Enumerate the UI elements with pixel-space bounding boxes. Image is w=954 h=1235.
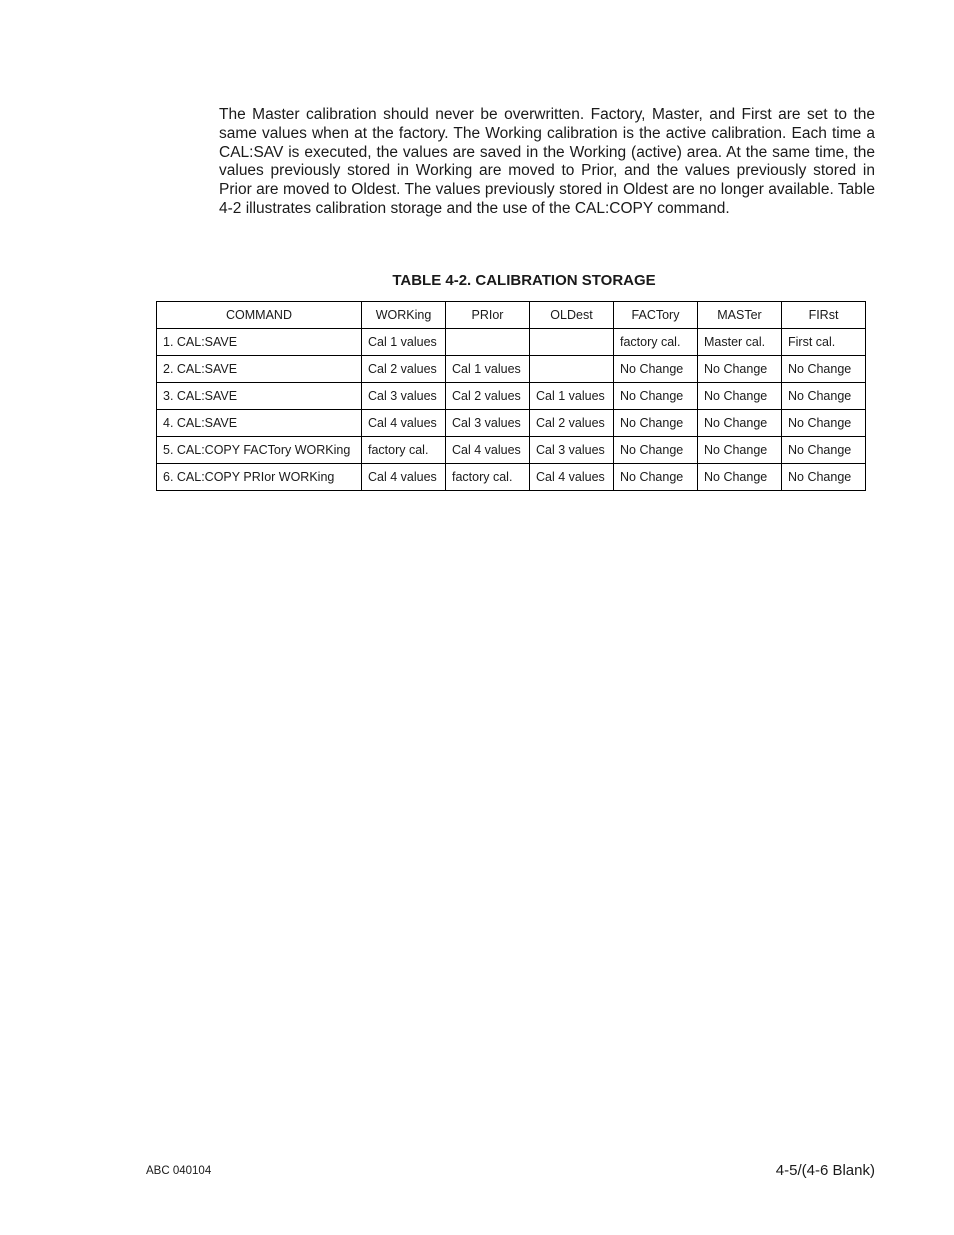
table-cell-oldest (530, 356, 614, 383)
column-header-factory: FACTory (614, 302, 698, 329)
table-cell-master: No Change (698, 464, 782, 491)
table-cell-oldest: Cal 1 values (530, 383, 614, 410)
table-cell-working: Cal 1 values (362, 329, 446, 356)
table-cell-factory: factory cal. (614, 329, 698, 356)
table-cell-oldest: Cal 2 values (530, 410, 614, 437)
table-cell-prior (446, 329, 530, 356)
column-header-master: MASTer (698, 302, 782, 329)
table-cell-first: First cal. (782, 329, 866, 356)
table-cell-master: No Change (698, 383, 782, 410)
table-header-row (157, 302, 866, 329)
table-cell-working: factory cal. (362, 437, 446, 464)
table-cell-first: No Change (782, 464, 866, 491)
table-cell-factory: No Change (614, 356, 698, 383)
table-cell-oldest (530, 329, 614, 356)
table-row (157, 356, 866, 383)
table-cell-prior: Cal 4 values (446, 437, 530, 464)
column-header-prior: PRIor (446, 302, 530, 329)
column-header-command: COMMAND (157, 302, 362, 329)
column-header-oldest: OLDest (530, 302, 614, 329)
table-cell-working: Cal 2 values (362, 356, 446, 383)
table-cell-command: 6. CAL:COPY PRIor WORKing (157, 464, 362, 491)
table-cell-command: 3. CAL:SAVE (157, 383, 362, 410)
table-title: TABLE 4-2. CALIBRATION STORAGE (392, 272, 656, 289)
table-row (157, 410, 866, 437)
table-cell-master: No Change (698, 410, 782, 437)
calibration-storage-table (156, 301, 866, 491)
table-cell-master: Master cal. (698, 329, 782, 356)
column-header-first: FIRst (782, 302, 866, 329)
table-cell-oldest: Cal 4 values (530, 464, 614, 491)
table-row (157, 383, 866, 410)
table-cell-command: 1. CAL:SAVE (157, 329, 362, 356)
table-cell-factory: No Change (614, 437, 698, 464)
table-cell-first: No Change (782, 356, 866, 383)
table-cell-prior: Cal 1 values (446, 356, 530, 383)
table-cell-first: No Change (782, 383, 866, 410)
table-cell-working: Cal 4 values (362, 410, 446, 437)
table-cell-first: No Change (782, 437, 866, 464)
table-cell-master: No Change (698, 356, 782, 383)
table-cell-factory: No Change (614, 464, 698, 491)
table-cell-factory: No Change (614, 410, 698, 437)
document-id: ABC 040104 (146, 1165, 212, 1177)
table-cell-first: No Change (782, 410, 866, 437)
table-cell-oldest: Cal 3 values (530, 437, 614, 464)
table-row (157, 329, 866, 356)
table-row (157, 464, 866, 491)
table-cell-factory: No Change (614, 383, 698, 410)
table-cell-prior: factory cal. (446, 464, 530, 491)
table-cell-command: 4. CAL:SAVE (157, 410, 362, 437)
column-header-working: WORKing (362, 302, 446, 329)
table-cell-prior: Cal 2 values (446, 383, 530, 410)
table-cell-prior: Cal 3 values (446, 410, 530, 437)
table-cell-command: 2. CAL:SAVE (157, 356, 362, 383)
table-cell-master: No Change (698, 437, 782, 464)
table-cell-working: Cal 3 values (362, 383, 446, 410)
page-number: 4-5/(4-6 Blank) (775, 1162, 875, 1179)
table-cell-command: 5. CAL:COPY FACTory WORKing (157, 437, 362, 464)
table-cell-working: Cal 4 values (362, 464, 446, 491)
table-row (157, 437, 866, 464)
intro-paragraph: The Master calibration should never be overwritten. Factory, Master, and First are set to the same values when at the factory. The Working calibration is the active calibration. Each time a CAL:SAV is executed, the values are saved in the Working (active) area. At the same time, the values previously stored in Working are moved to Prior, and the values previously stored in Prior are moved to Oldest. The values previously stored in Oldest are no longer available. Table 4-2 illustrates calibration storage and the use of the CAL:COPY command. (219, 106, 875, 217)
